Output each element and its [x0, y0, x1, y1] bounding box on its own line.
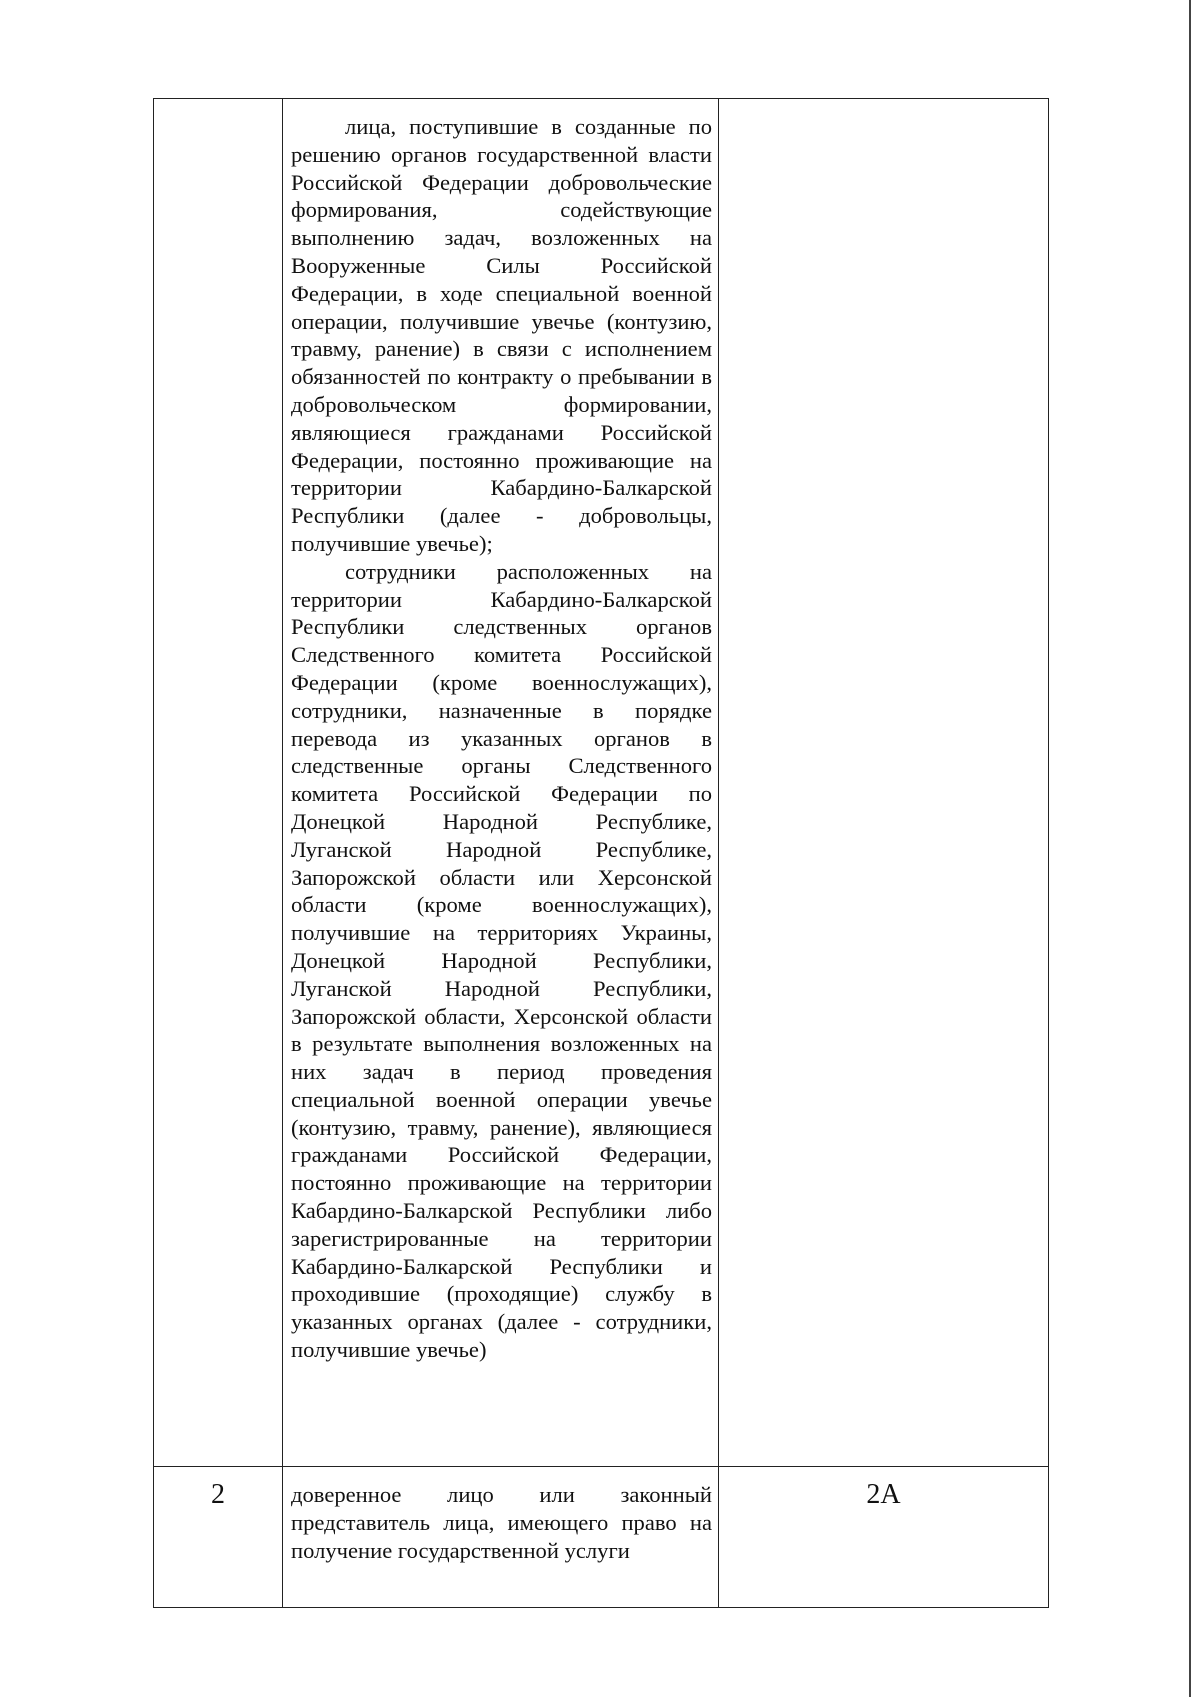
- description-paragraph-representative: доверенное лицо или законный представитель лица, имеющего право на получение государственной услуги: [291, 1482, 712, 1563]
- row-number: 2: [211, 1479, 225, 1510]
- row-number-cell: [154, 99, 283, 1467]
- scan-edge-line: [1189, 0, 1191, 1697]
- row-code: [719, 99, 1048, 111]
- applicant-categories-table: [153, 98, 1049, 1608]
- description-paragraph-volunteers: лица, поступившие в созданные по решению органов государственной власти Российской Федерации добровольческие формирования, содействующие выполнению задач, возложенных на Вооруженные Силы Российской Федерации, в ходе специальной военной операции, получившие увечье (контузию, травму, ранение) в связи с исполнением обязанностей по контракту о пребывании в добровольческом формировании, являющиеся гражданами Российской Федерации, постоянно проживающие на территории Кабардино-Балкарской Республики (далее - добровольцы, получившие увечье);: [291, 114, 712, 556]
- code-cell: [719, 99, 1049, 1467]
- table-row: [154, 1467, 1049, 1608]
- row-code: 2А: [866, 1479, 901, 1510]
- code-cell: [719, 1467, 1049, 1608]
- row-number-cell: [154, 1467, 283, 1608]
- table-row: [154, 99, 1049, 1467]
- description-paragraph-investigators: сотрудники расположенных на территории Кабардино-Балкарской Республики следственных органов Следственного комитета Российской Федерации (кроме военнослужащих), сотрудники, назначенные в порядке перевода из указанных органов в следственные органы Следственного комитета Российской Федерации по Донецкой Народной Республике, Луганской Народной Республике, Запорожской области или Херсонской области (кроме военнослужащих), получившие на территориях Украины, Донецкой Народной Республики, Луганской Народной Республики, Запорожской области, Херсонской области в результате выполнения возложенных на них задач в период проведения специальной военной операции увечье (контузию, травму, ранение), являющиеся гражданами Российской Федерации, постоянно проживающие на территории Кабардино-Балкарской Республики либо зарегистрированные на территории Кабардино-Балкарской Республики и проходившие (проходящие) службу в указанных органах (далее - сотрудники, получившие увечье): [291, 558, 712, 1363]
- description-cell: [283, 99, 719, 1467]
- description-cell: [283, 1467, 719, 1608]
- row-number: [154, 99, 282, 111]
